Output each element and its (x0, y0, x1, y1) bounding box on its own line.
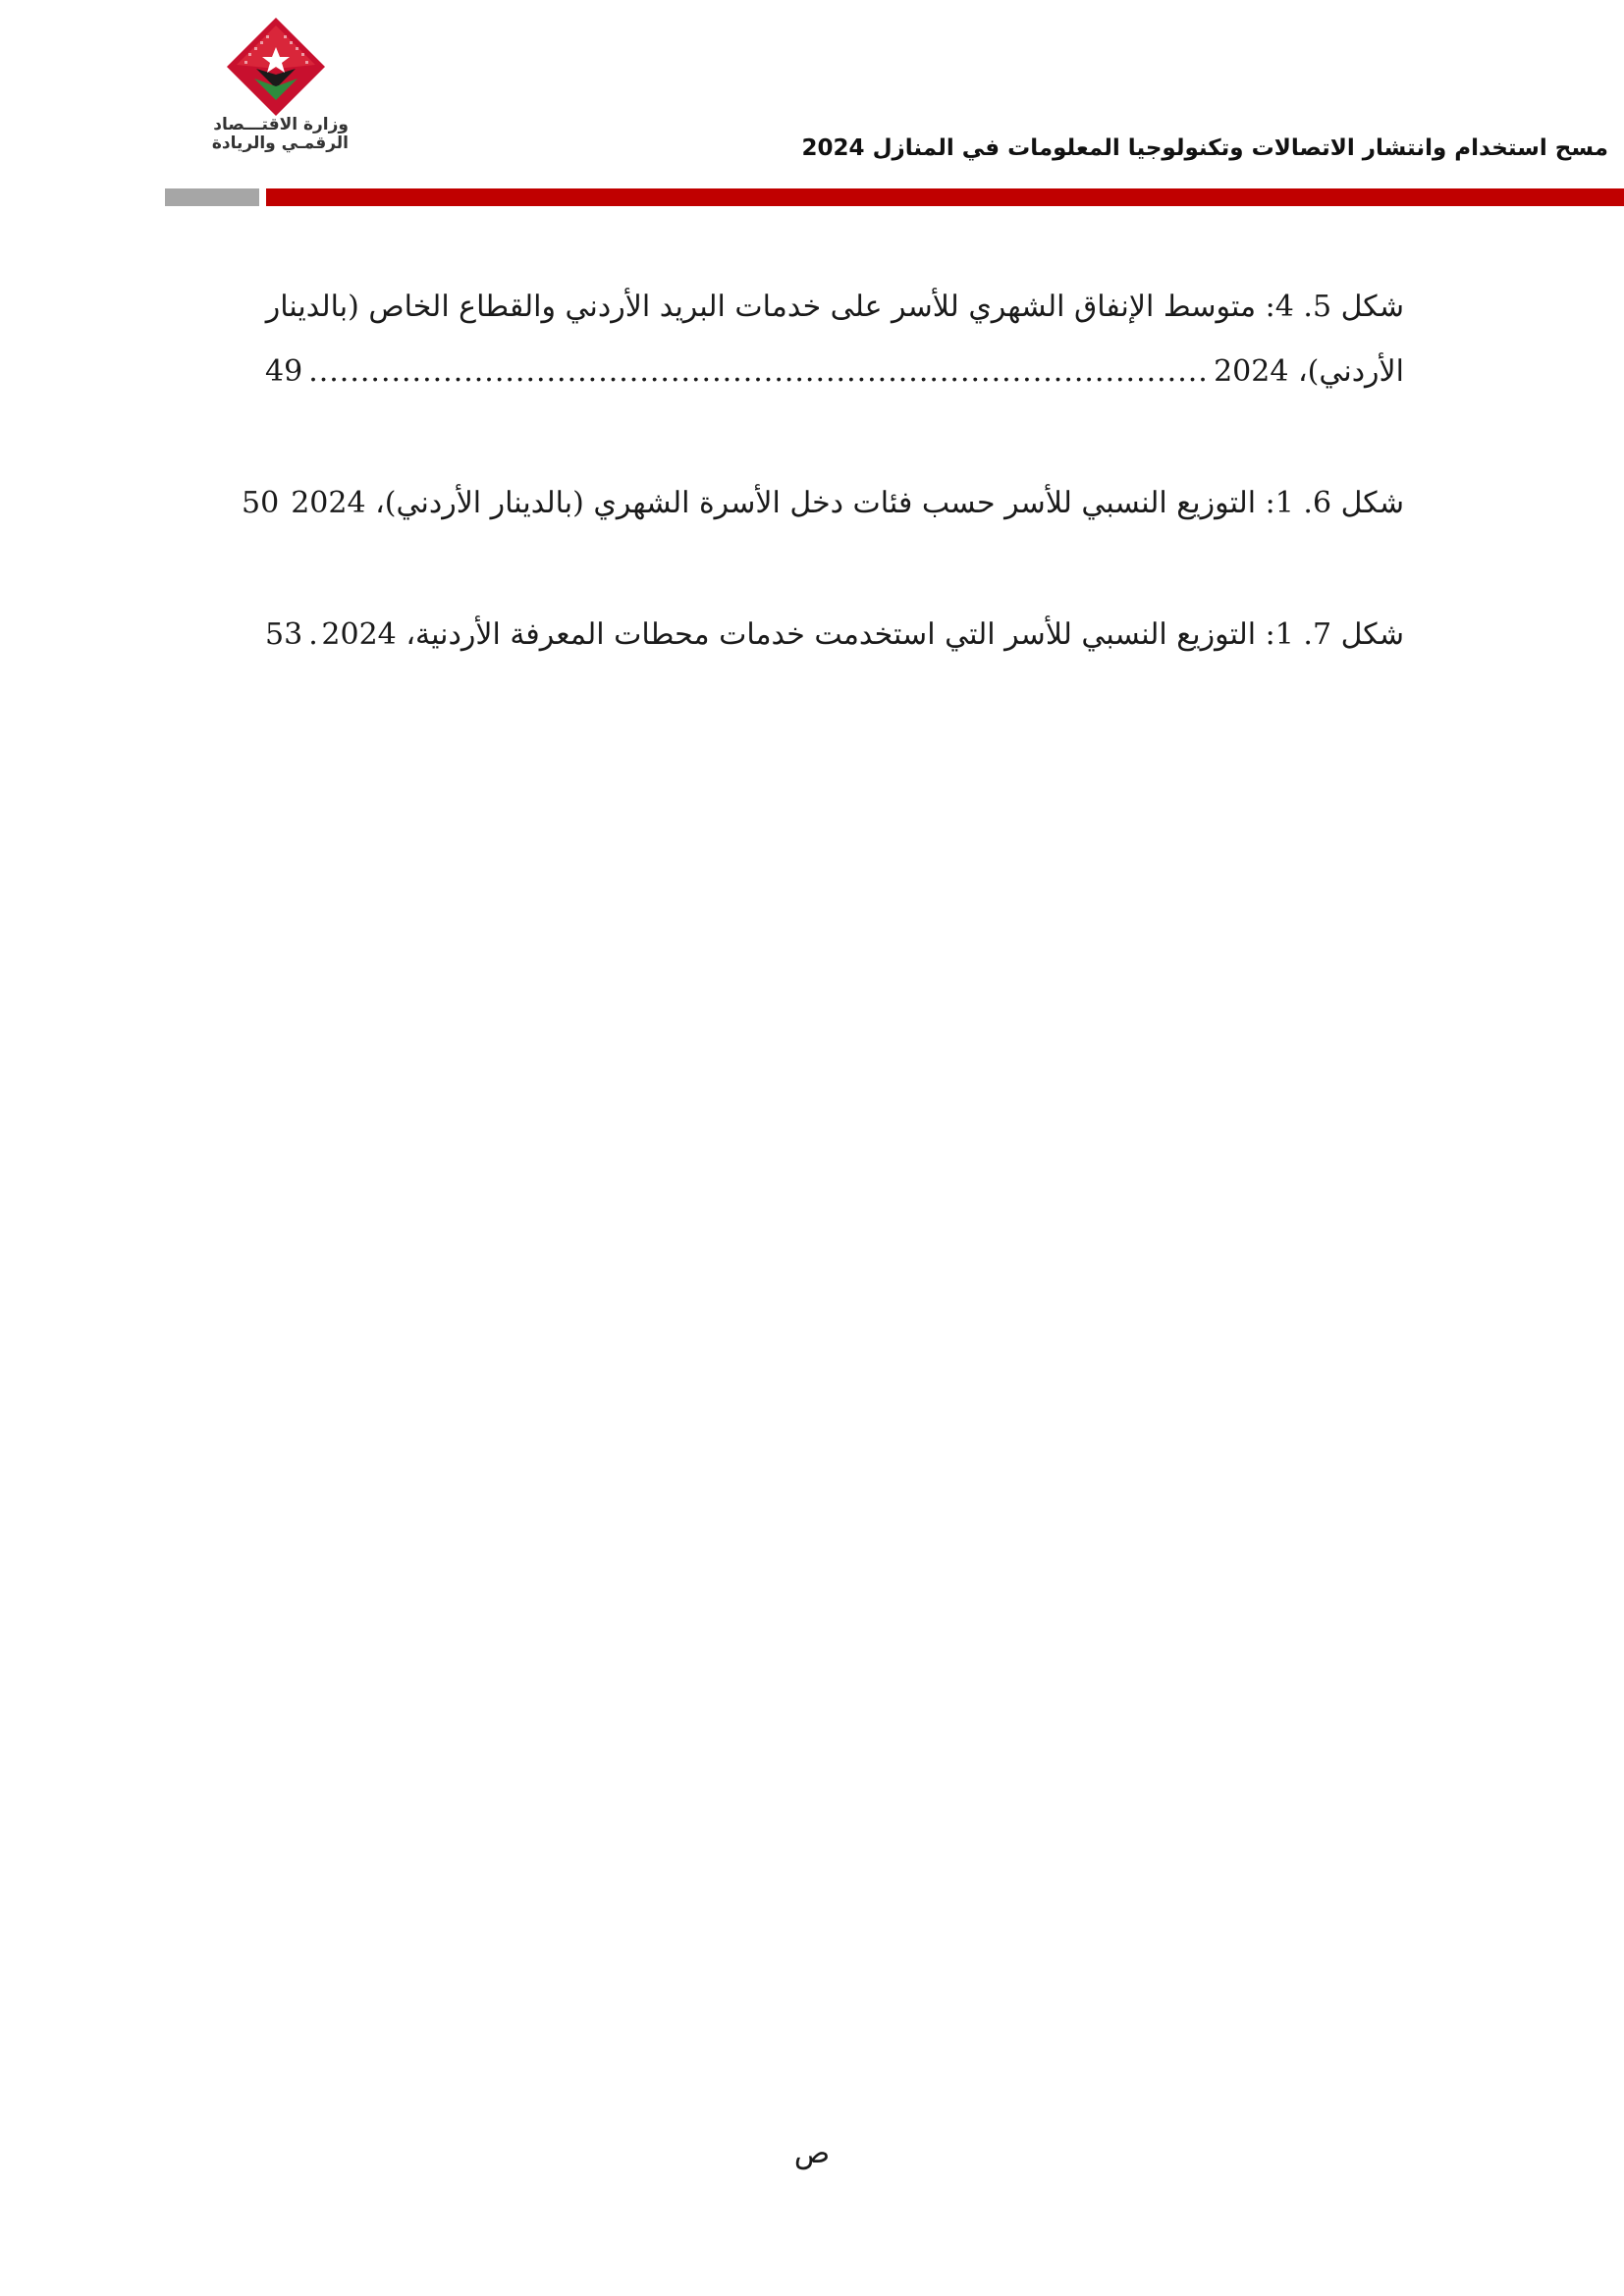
ministry-name-line1: وزارة الاقتـــصاد (213, 115, 349, 134)
toc-entry-line (265, 340, 1404, 404)
toc-entry[interactable] (265, 275, 1404, 404)
page-number-footer: ص (793, 2136, 831, 2170)
toc-entry[interactable] (265, 603, 1404, 667)
table-of-figures (242, 275, 1404, 734)
toc-entry-line (242, 471, 1404, 536)
header-rule-gray (165, 188, 259, 206)
ministry-logo (201, 18, 349, 165)
ministry-name (201, 116, 349, 153)
page-header (0, 0, 1624, 216)
ministry-name-line2: الرقمـي والريادة (211, 133, 349, 153)
toc-page-number: 49 (265, 354, 303, 389)
report-title: مسح استخدام وانتشار الاتصالات وتكنولوجيا المعلومات في المنازل 2024 (801, 135, 1608, 161)
toc-entry-title-continued: الأردني)، 2024 (1214, 354, 1404, 389)
ministry-emblem-icon (227, 18, 325, 121)
toc-entry-title: شكل 6. 1: التوزيع النسبي للأسر حسب فئات دخل الأسرة الشهري (بالدينار الأردني)، 2024 (291, 486, 1404, 520)
toc-entry-line (265, 603, 1404, 667)
dot-leader (308, 340, 1208, 404)
toc-page-number: 53 (265, 617, 303, 652)
toc-entry[interactable] (242, 471, 1404, 536)
header-rule-red (266, 188, 1624, 206)
toc-entry-line (265, 275, 1404, 340)
toc-entry-title: شكل 5. 4: متوسط الإنفاق الشهري للأسر على خدمات البريد الأردني والقطاع الخاص (بالدينار (265, 290, 1404, 324)
toc-entry-title: شكل 7. 1: التوزيع النسبي للأسر التي استخدمت خدمات محطات المعرفة الأردنية، 2024 (321, 617, 1404, 652)
dot-leader (308, 603, 315, 667)
toc-page-number: 50 (242, 486, 280, 520)
